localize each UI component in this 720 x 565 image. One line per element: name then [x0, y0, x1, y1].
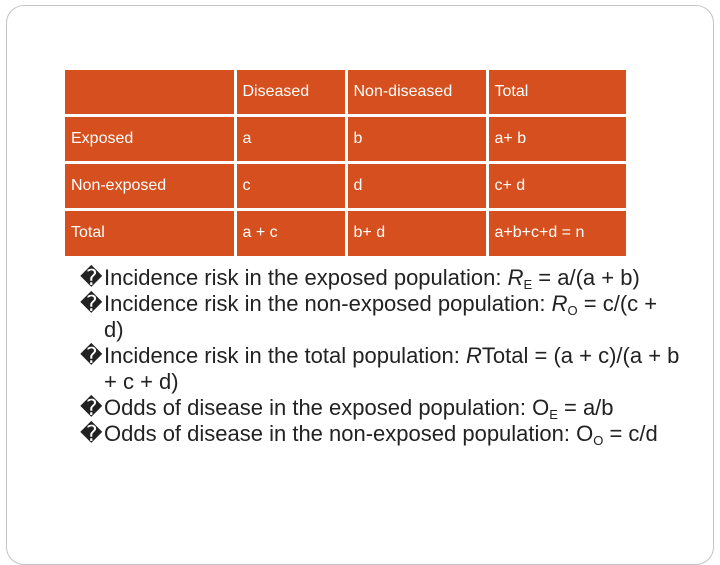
bullet-item: � Incidence risk in the non-exposed population: $R_O = c/(c + d)$ [80, 291, 658, 342]
table-cell: a [235, 115, 346, 162]
row-label-total: Total [65, 209, 235, 256]
table-cell: c [235, 162, 346, 209]
table-cell: a + c [235, 209, 346, 256]
header-cell-total: Total [487, 70, 626, 115]
row-label-exposed: Exposed [65, 115, 235, 162]
table-cell: b [346, 115, 487, 162]
table-row [65, 209, 626, 256]
row-label-non-exposed: Non-exposed [65, 162, 235, 209]
table-cell: a+ b [487, 115, 626, 162]
bullet-marker: � [80, 421, 103, 446]
bullet-item: � Incidence risk in the total population: RTotal = (a + c)/(a + b + c + d) [80, 343, 680, 394]
table-cell: c+ d [487, 162, 626, 209]
bullet-item: � Odds of disease in the non-exposed population: $O_O = c/d$ [80, 421, 658, 448]
contingency-table [65, 70, 626, 256]
table-header-row [65, 70, 626, 115]
bullet-item: � Odds of disease in the exposed population: $O_E = a/b$ [80, 395, 614, 422]
table-cell: d [346, 162, 487, 209]
table-row [65, 115, 626, 162]
table-cell: a+b+c+d = n [487, 209, 626, 256]
bullet-marker: � [80, 265, 103, 290]
bullet-marker: � [80, 291, 103, 316]
header-cell-diseased: Diseased [235, 70, 346, 115]
header-cell-empty [65, 70, 235, 115]
table-row [65, 162, 626, 209]
bullet-list [80, 265, 680, 447]
bullet-marker: � [80, 395, 103, 420]
table-cell: b+ d [346, 209, 487, 256]
bullet-item: � Incidence risk in the exposed population: $R_E = a/(a + b)$ [80, 265, 640, 292]
bullet-marker: � [80, 343, 103, 368]
header-cell-non-diseased: Non-diseased [346, 70, 487, 115]
